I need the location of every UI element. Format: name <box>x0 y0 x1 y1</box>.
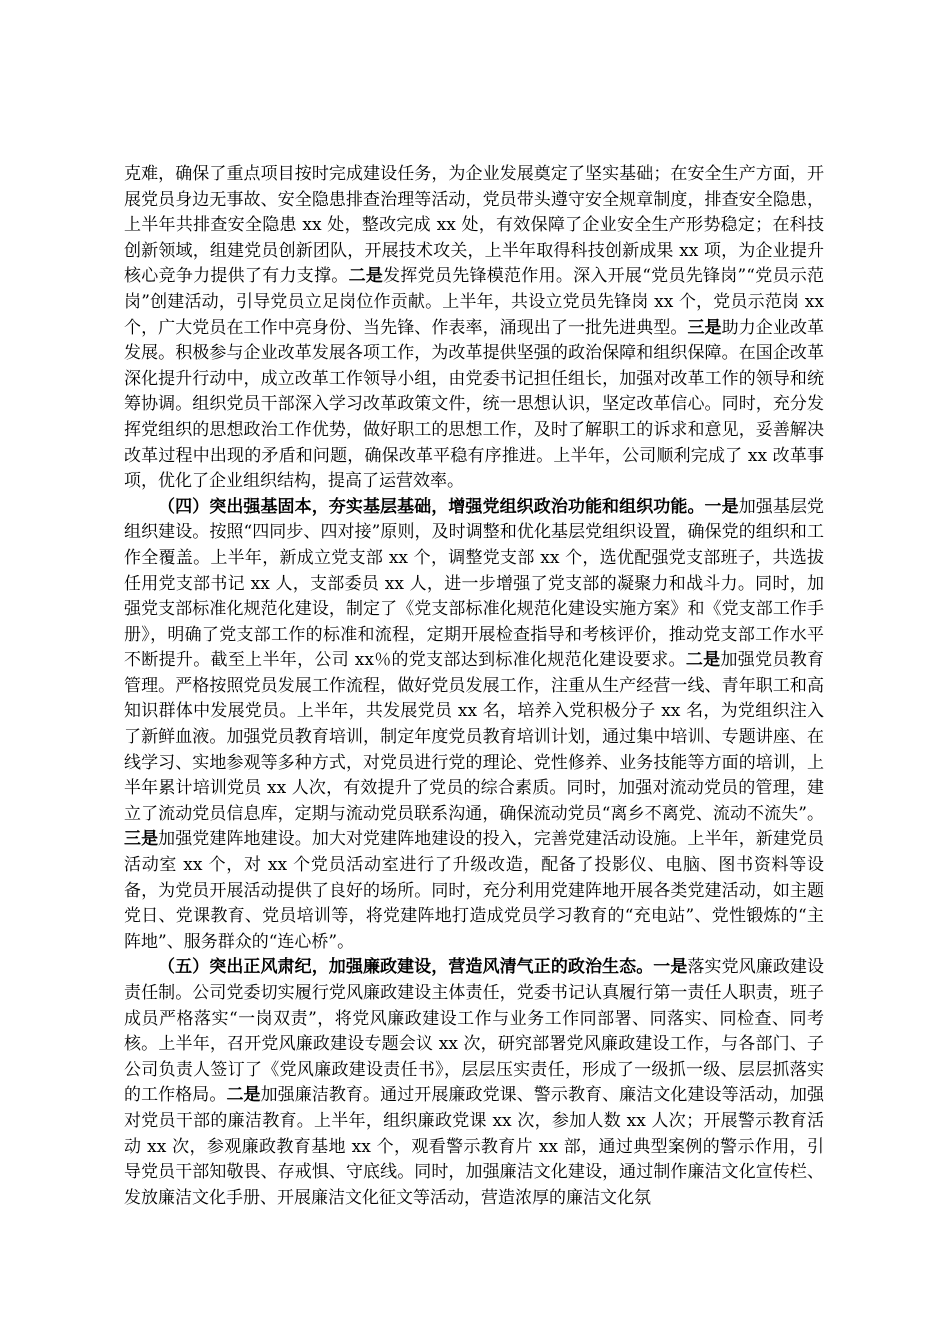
section-5-heading: （五）突出正风肃纪，加强廉政建设，营造风清气正的政治生态。 <box>158 957 654 978</box>
paragraph-1-bold-2: 三是 <box>687 317 722 338</box>
paragraph-3-bold-1: 一是 <box>653 957 688 978</box>
paragraph-2 <box>124 495 824 956</box>
paragraph-2-text-1: 加强基层党组织建设。按照“四同步、四对接”原则，及时调整和优化基层党组织设置，确保党的组织和工作全覆盖。上半年，新成立党支部 xx 个，调整党支部 xx 个，选优配强党支部班子，共选拔任用党支部书记 xx 人，支部委员 xx 人，进一步增强了党支部的凝聚力和战斗力。同时，加强党支部标准化规范化建设，制定了《党支部标准化规范化建设实施方案》和《党支部工作手册》，明确了党支部工作的标准和流程，定期开展检查指导和考核评价，推动党支部工作水平不断提升。截至上半年，公司 xx％的党支部达到标准化规范化建设要求。 <box>124 496 825 671</box>
paragraph-3-text-1: 落实党风廉政建设责任制。公司党委切实履行党风廉政建设主体责任，党委书记认真履行第一责任人职责，班子成员严格落实“一岗双责”，将党风廉政建设工作与业务工作同部署、同落实、同检查、同考核。上半年，召开党风廉政建设专题会议 xx 次，研究部署党风廉政建设工作，与各部门、子公司负责人签订了《党风廉政建设责任书》，层层压实责任，形成了一级抓一级、层层抓落实的工作格局。 <box>124 957 825 1106</box>
paragraph-1-text-2: 发挥党员先锋模范作用。深入开展“党员先锋岗”“党员示范岗”创建活动，引导党员立足岗位作贡献。上半年，共设立党员先锋岗 xx 个，党员示范岗 xx 个，广大党员在工作中亮身份、当先锋、作表率，涌现出了一批先进典型。 <box>124 266 825 338</box>
paragraph-2-text-2: 加强党员教育管理。严格按照党员发展工作流程，做好党员发展工作，注重从生产经营一线、青年职工和高知识群体中发展党员。上半年，共发展党员 xx 名，培养入党积极分子 xx 名，为党组织注入了新鲜血液。加强党员教育培训，制定年度党员教育培训计划，通过集中培训、专题讲座、在线学习、实地参观等多种方式，对党员进行党的理论、党性修养、业务技能等方面的培训，上半年累计培训党员 xx 人次，有效提升了党员的综合素质。同时，加强对流动党员的管理，建立了流动党员信息库，定期与流动党员联系沟通，确保流动党员“离乡不离党、流动不流失”。 <box>124 650 825 824</box>
paragraph-2-bold-3: 三是 <box>124 829 159 850</box>
section-4-heading: （四）突出强基固本，夯实基层基础，增强党组织政治功能和组织功能。 <box>158 496 705 517</box>
paragraph-3-text-2: 加强廉洁教育。通过开展廉政党课、警示教育、廉洁文化建设等活动，加强对党员干部的廉洁教育。上半年，组织廉政党课 xx 次，参加人数 xx 人次；开展警示教育活动 xx 次，参观廉政教育基地 xx 个，观看警示教育片 xx 部，通过典型案例的警示作用，引导党员干部知敬畏、存戒惧、守底线。同时，加强廉洁文化建设，通过制作廉洁文化宣传栏、发放廉洁文化手册、开展廉洁文化征文等活动，营造浓厚的廉洁文化氛 <box>124 1085 825 1208</box>
paragraph-2-bold-1: 一是 <box>704 496 739 517</box>
paragraph-2-text-3: 加强党建阵地建设。加大对党建阵地建设的投入，完善党建活动设施。上半年，新建党员活动室 xx 个，对 xx 个党员活动室进行了升级改造，配备了投影仪、电脑、图书资料等设备，为党员开展活动提供了良好的场所。同时，充分利用党建阵地开展各类党建活动，如主题党日、党课教育、党员培训等，将党建阵地打造成党员学习教育的“充电站”、党性锻炼的“主阵地”、服务群众的“连心桥”。 <box>124 829 825 952</box>
document-page <box>124 162 824 1211</box>
paragraph-1-text-3: 助力企业改革发展。积极参与企业改革发展各项工作，为改革提供坚强的政治保障和组织保障。在国企改革深化提升行动中，成立改革工作领导小组，由党委书记担任组长，加强对改革工作的领导和统筹协调。组织党员干部深入学习改革政策文件，统一思想认识，坚定改革信心。同时，充分发挥党组织的思想政治工作优势，做好职工的思想工作，及时了解职工的诉求和意见，妥善解决改革过程中出现的矛盾和问题，确保改革平稳有序推进。上半年，公司顺利完成了 xx 改革事项，优化了企业组织结构，提高了运营效率。 <box>124 317 825 492</box>
paragraph-3 <box>124 955 824 1211</box>
paragraph-2-bold-2: 二是 <box>685 650 721 671</box>
paragraph-1 <box>124 162 824 495</box>
paragraph-3-bold-2: 二是 <box>226 1085 261 1106</box>
paragraph-1-text-1: 克难，确保了重点项目按时完成建设任务，为企业发展奠定了坚实基础；在安全生产方面，开展党员身边无事故、安全隐患排查治理等活动，党员带头遵守安全规章制度，排查安全隐患，上半年共排查安全隐患 xx 处，整改完成 xx 处，有效保障了企业安全生产形势稳定；在科技创新领域，组建党员创新团队，开展技术攻关，上半年取得科技创新成果 xx 项，为企业提升核心竞争力提供了有力支撑。 <box>124 164 824 287</box>
paragraph-1-bold-1: 二是 <box>348 266 384 287</box>
